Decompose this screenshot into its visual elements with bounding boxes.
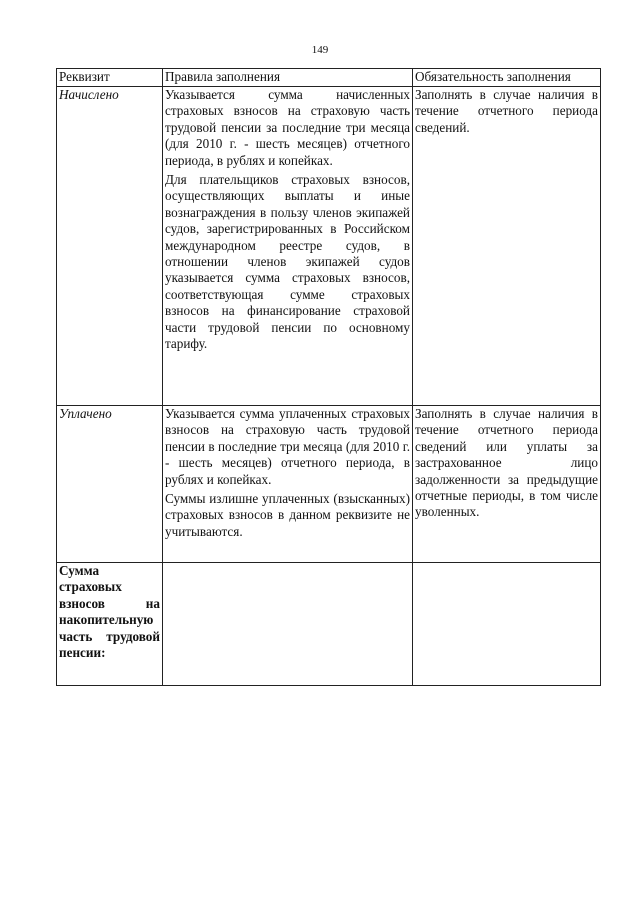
obligation-cell: [413, 406, 601, 563]
table-row: [57, 406, 601, 563]
requisite-cell: Уплачено: [57, 406, 163, 563]
requisite-cell: [57, 563, 163, 686]
requisite-cell: Начислено: [57, 87, 163, 406]
page-number: 149: [311, 44, 329, 56]
obligation-text: Заполнять в случае наличия в течение отчетного периода сведений.: [415, 87, 598, 135]
table-row: [57, 87, 601, 406]
table-row: [57, 563, 601, 686]
obligation-cell: [413, 563, 601, 686]
obligation-text: Заполнять в случае наличия в течение отчетного периода сведений или уплаты за застрахованное лицо задолженности за предыдущие отчетные периоды, в том числе уволенных.: [415, 406, 598, 520]
table-header-row: [57, 69, 601, 87]
header-rules: Правила заполнения: [163, 69, 413, 87]
obligation-cell: [413, 87, 601, 406]
header-requisite: Реквизит: [57, 69, 163, 87]
rules-paragraph: Для плательщиков страховых взносов, осуществляющих выплаты и иные вознаграждения в пользу членов экипажей судов, зарегистрированных в Российском международном реестре судов, в отношении членов экипажей судов указывается сумма страховых взносов, соответствующая сумме страховых взносов на финансирование страховой части трудовой пенсии по основному тарифу.: [165, 172, 410, 352]
rules-cell: [163, 406, 413, 563]
rules-cell: [163, 87, 413, 406]
rules-cell: [163, 563, 413, 686]
requisites-table: [56, 68, 601, 686]
header-obligation: Обязательность заполнения: [413, 69, 601, 87]
rules-paragraph: Указывается сумма начисленных страховых взносов на страховую часть трудовой пенсии за последние три месяца (для 2010 г. - шесть месяцев) отчетного периода, в рублях и копейках.: [165, 87, 410, 168]
rules-paragraph: Указывается сумма уплаченных страховых взносов на страховую часть трудовой пенсии в последние три месяца (для 2010 г. - шесть месяцев) отчетного периода, в рублях и копейках.: [165, 406, 410, 487]
rules-paragraph: Суммы излишне уплаченных (взысканных) страховых взносов в данном реквизите не учитываются.: [165, 491, 410, 539]
requisite-heading: Сумма страховых взносов на накопительную часть трудовой пенсии:: [59, 563, 160, 661]
